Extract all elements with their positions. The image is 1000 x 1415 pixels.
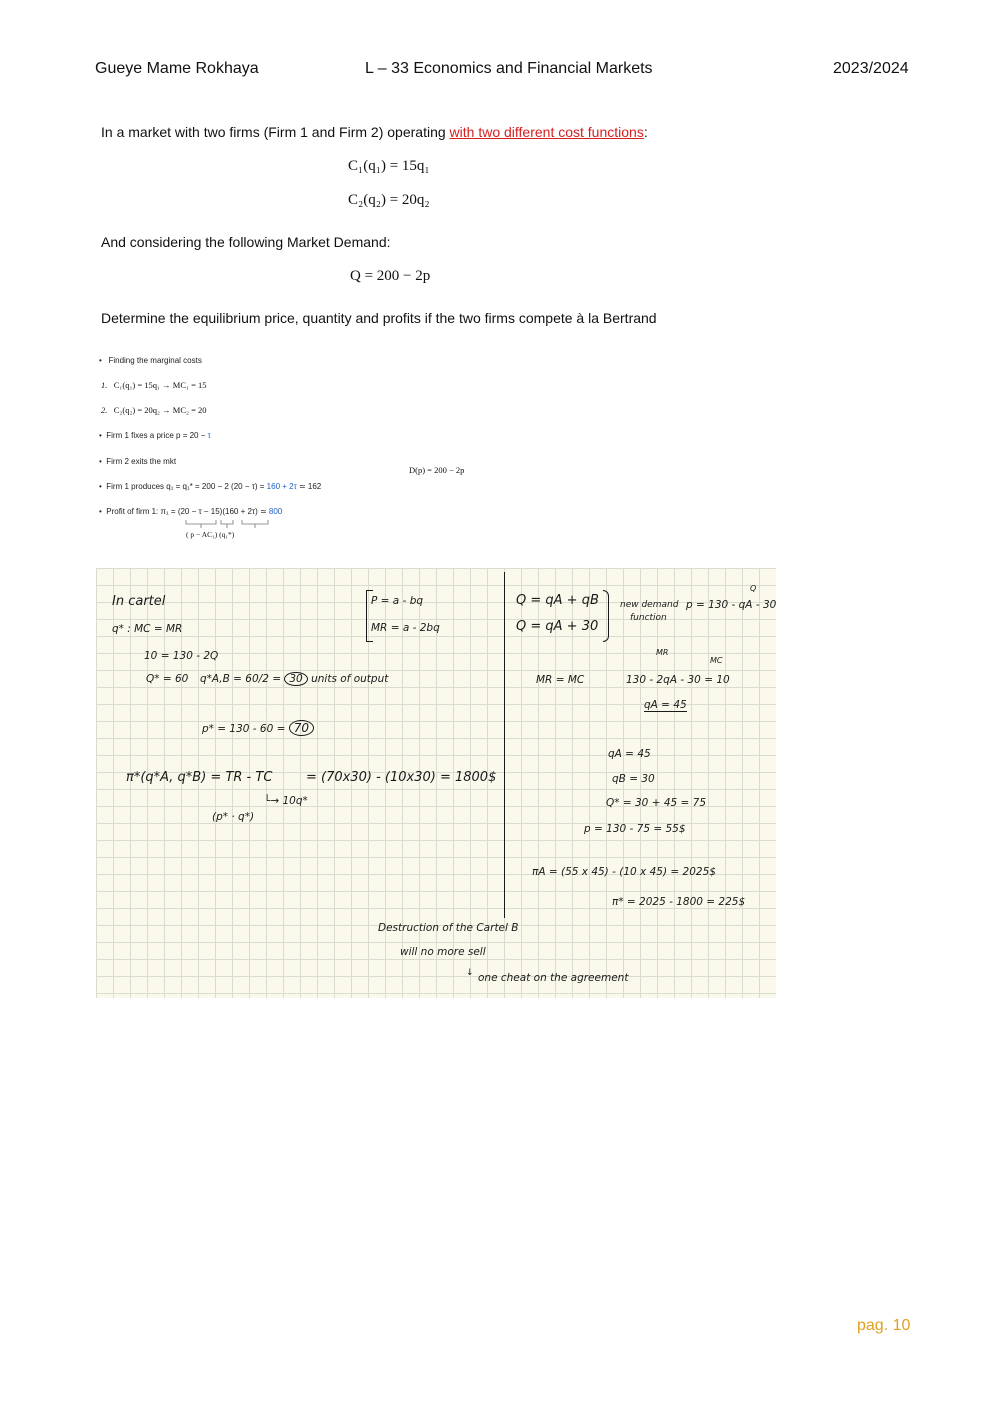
cartel-price [202,721,314,735]
mc-label: MC [710,656,723,665]
bullet-text: Firm 1 produces q₁ = q₁* = 200 − 2 (20 − τ) = [106,482,267,491]
q-star: Q* = 30 + 45 = 75 [606,797,707,809]
intro-highlight: with two different cost functions [449,124,644,140]
brace-labels: ( p − AC₁) (q₁*) [186,530,235,539]
bullet-profit-firm1: • Profit of firm 1: π₁ = (20 − τ − 15)(160 + 2τ) ≃ 800 [99,507,283,516]
cost-function-2: C₂(q₂) = 20q₂ [348,192,430,208]
cartel-eq1: 10 = 130 - 2Q [144,650,219,662]
bullet-firm2-exits: • Firm 2 exits the mkt [99,457,177,466]
profit-a: πA = (55 x 45) - (10 x 45) = 2025$ [532,866,716,878]
mr-equation: 130 - 2qA - 30 = 10 [626,674,730,686]
numbered-item-1 [101,380,207,390]
circled-30: 30 [284,672,307,686]
profit-gain: π* = 2025 - 1800 = 225$ [612,896,746,908]
header-course: L – 33 Economics and Financial Markets [365,60,653,77]
conclusion-arrow: ↓ [466,968,474,978]
cartel-profit: π*(q*A, q*B) = TR - TC [126,770,273,785]
price-eq: p* = 130 - 60 = [202,723,286,735]
cartel-condition: q* : MC = MR [112,623,183,635]
numbered-item-2 [101,405,207,415]
mr-mc-condition: MR = MC [536,674,585,686]
bullet-text: Firm 1 fixes a price p = 20 − [106,431,208,440]
new-demand-label: new demand [620,600,679,610]
page-number: pag. 10 [857,1317,911,1334]
bullet-marginal-costs: • Finding the marginal costs [99,356,202,365]
handwritten-notes [96,568,776,998]
qb-value: qB = 30 [612,773,655,785]
bullet-suffix: ≃ 162 [296,482,322,491]
conclusion-1: Destruction of the Cartel B [378,922,519,934]
market-demand: Q = 200 − 2p [350,268,431,284]
quantity-sub: Q = qA + 30 [516,619,599,634]
conclusion-3: one cheat on the agreement [478,972,629,984]
blue-term: 160 + 2τ [266,482,297,491]
final-price: p = 130 - 75 = 55$ [584,823,686,835]
qa-value: qA = 45 [608,748,651,760]
marginal-revenue: MR = a - 2bq [371,622,440,634]
bullet-firm1-price: • Firm 1 fixes a price p = 20 − τ [99,431,211,440]
cartel-eq2: Q* = 60 [146,673,189,685]
cartel-profit-calc: = (70x30) - (10x30) = 1800$ [306,770,497,785]
tc-note: └→ 10q* [264,795,308,807]
underbrace-marks [180,518,280,530]
function-label: function [630,613,667,623]
cost-function-1: C₁(q₁) = 15q₁ [348,158,430,174]
q-over-label: Q [750,584,757,593]
bullet-text: Finding the marginal costs [108,356,202,365]
divider-line [504,572,505,918]
inverse-demand: P = a - bq [371,595,424,607]
tau-symbol: τ [207,431,211,440]
total-quantity: Q = qA + qB [516,593,599,608]
new-price-eq: p = 130 - qA - 30 [686,599,776,611]
question: Determine the equilibrium price, quantity and profits if the two firms compete à la Bertrand [101,310,657,326]
item-text: C₁(q₁) = 15q₁ → MC₁ = 15 [113,380,207,390]
tr-note: (p* · q*) [212,811,255,823]
item-num: 2. [101,405,108,415]
circled-70: 70 [289,720,314,736]
intro-prefix: In a market with two firms (Firm 1 and Firm 2) operating [101,124,450,140]
header-author: Gueye Mame Rokhaya [95,60,259,77]
item-text: C₂(q₂) = 20q₂ → MC₂ = 20 [113,405,207,415]
header-year: 2023/2024 [833,60,909,77]
split-eq: q*A,B = 60/2 = [200,673,282,685]
conclusion-2: will no more sell [400,946,486,958]
curly-brace [603,590,609,642]
bullet-firm1-produces: • Firm 1 produces q₁ = q₁* = 200 − 2 (20 − τ) = 160 + 2τ ≃ 162 [99,482,322,491]
blue-term: 800 [268,507,283,516]
item-num: 1. [101,380,108,390]
qa-result: qA = 45 [644,699,687,711]
units-text: units of output [311,673,389,685]
side-demand: D(p) = 200 − 2p [409,465,465,475]
cartel-title: In cartel [112,594,166,609]
bullet-text: Firm 2 exits the mkt [106,457,177,466]
demand-intro: And considering the following Market Demand: [101,234,391,250]
problem-intro [101,124,648,140]
intro-suffix: : [643,124,648,140]
cartel-eq3 [200,673,388,685]
bullet-text: Profit of firm 1: π₁ = (20 − τ − 15)(160 + 2τ) ≃ [106,507,269,516]
mr-label: MR [656,648,669,657]
